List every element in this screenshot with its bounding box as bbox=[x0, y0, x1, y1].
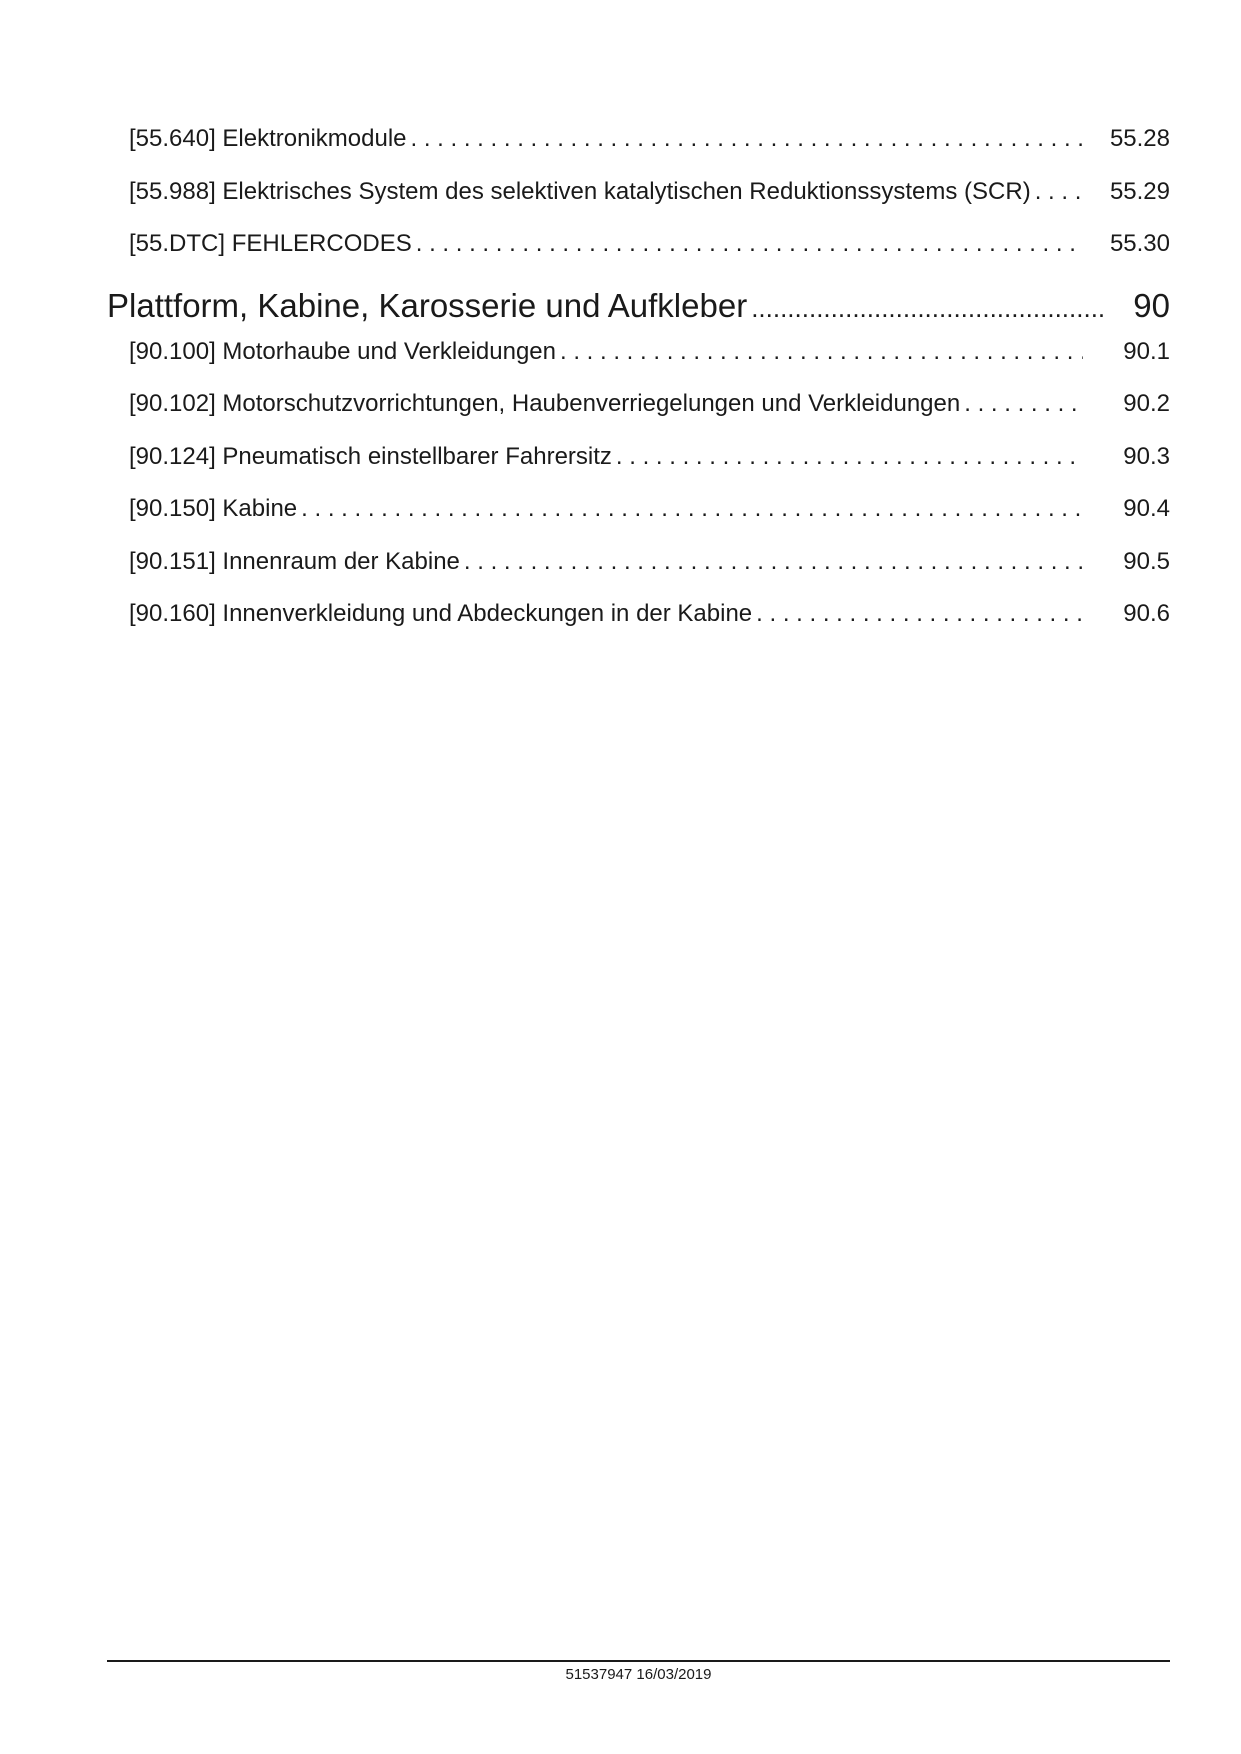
dot-leader bbox=[964, 390, 1083, 418]
toc-entry-90-160[interactable] bbox=[107, 600, 1170, 653]
toc-entry-page: 90.2 bbox=[1123, 390, 1170, 417]
toc-entry-label: [90.102] Motorschutzvorrichtungen, Haubenverriegelungen und Verkleidungen bbox=[129, 390, 961, 417]
toc-entry-55-988[interactable] bbox=[107, 178, 1170, 231]
toc-section-label: Plattform, Kabine, Karosserie und Aufkleber bbox=[107, 286, 748, 324]
toc-entry-55-640[interactable] bbox=[107, 125, 1170, 178]
toc-entry-90-151[interactable] bbox=[107, 548, 1170, 601]
toc-entry-page: 55.29 bbox=[1109, 177, 1170, 205]
dot-leader bbox=[1035, 178, 1083, 206]
toc-entry-55-dtc[interactable] bbox=[107, 230, 1170, 283]
toc-entry-label: [55.640] Elektronikmodule bbox=[129, 125, 407, 152]
toc-entry-page: 90.5 bbox=[1123, 547, 1170, 575]
dot-leader bbox=[416, 230, 1083, 258]
toc-entry-label: [90.150] Kabine bbox=[129, 495, 298, 522]
toc-entry-90-102[interactable] bbox=[107, 390, 1170, 443]
dot-leader bbox=[756, 600, 1083, 628]
toc-entry-page: 90.1 bbox=[1123, 337, 1170, 365]
dot-leader bbox=[464, 548, 1083, 576]
toc-entry-label: [90.124] Pneumatisch einstellbarer Fahrersitz bbox=[129, 442, 612, 470]
toc-entry-label: [55.DTC] FEHLERCODES bbox=[129, 230, 412, 257]
toc-entry-page: 90.6 bbox=[1123, 600, 1170, 627]
dot-leader bbox=[616, 443, 1083, 471]
toc-entry-label: [90.160] Innenverkleidung und Abdeckungen in der Kabine bbox=[129, 600, 753, 627]
dot-leader bbox=[751, 293, 1103, 324]
table-of-contents bbox=[107, 125, 1170, 653]
toc-entry-label: [55.988] Elektrisches System des selektiven katalytischen Reduktionssystems (SCR) bbox=[129, 177, 1031, 205]
toc-entry-page: 55.28 bbox=[1109, 125, 1170, 152]
dot-leader bbox=[301, 495, 1083, 523]
dot-leader bbox=[560, 338, 1083, 366]
toc-entry-90-150[interactable] bbox=[107, 495, 1170, 548]
toc-entry-page: 90.3 bbox=[1123, 442, 1170, 470]
toc-entry-90-100[interactable] bbox=[107, 338, 1170, 391]
toc-entry-page: 90.4 bbox=[1123, 495, 1170, 522]
footer-document-id: 51537947 16/03/2019 bbox=[565, 1666, 712, 1683]
toc-entry-label: [90.100] Motorhaube und Verkleidungen bbox=[129, 337, 556, 365]
footer-divider bbox=[107, 1660, 1170, 1662]
dot-leader bbox=[411, 125, 1084, 153]
toc-section-90[interactable] bbox=[107, 287, 1170, 342]
toc-entry-90-124[interactable] bbox=[107, 443, 1170, 496]
toc-entry-label: [90.151] Innenraum der Kabine bbox=[129, 547, 460, 575]
toc-entry-page: 55.30 bbox=[1109, 230, 1170, 257]
toc-section-page: 90 bbox=[1133, 286, 1170, 324]
